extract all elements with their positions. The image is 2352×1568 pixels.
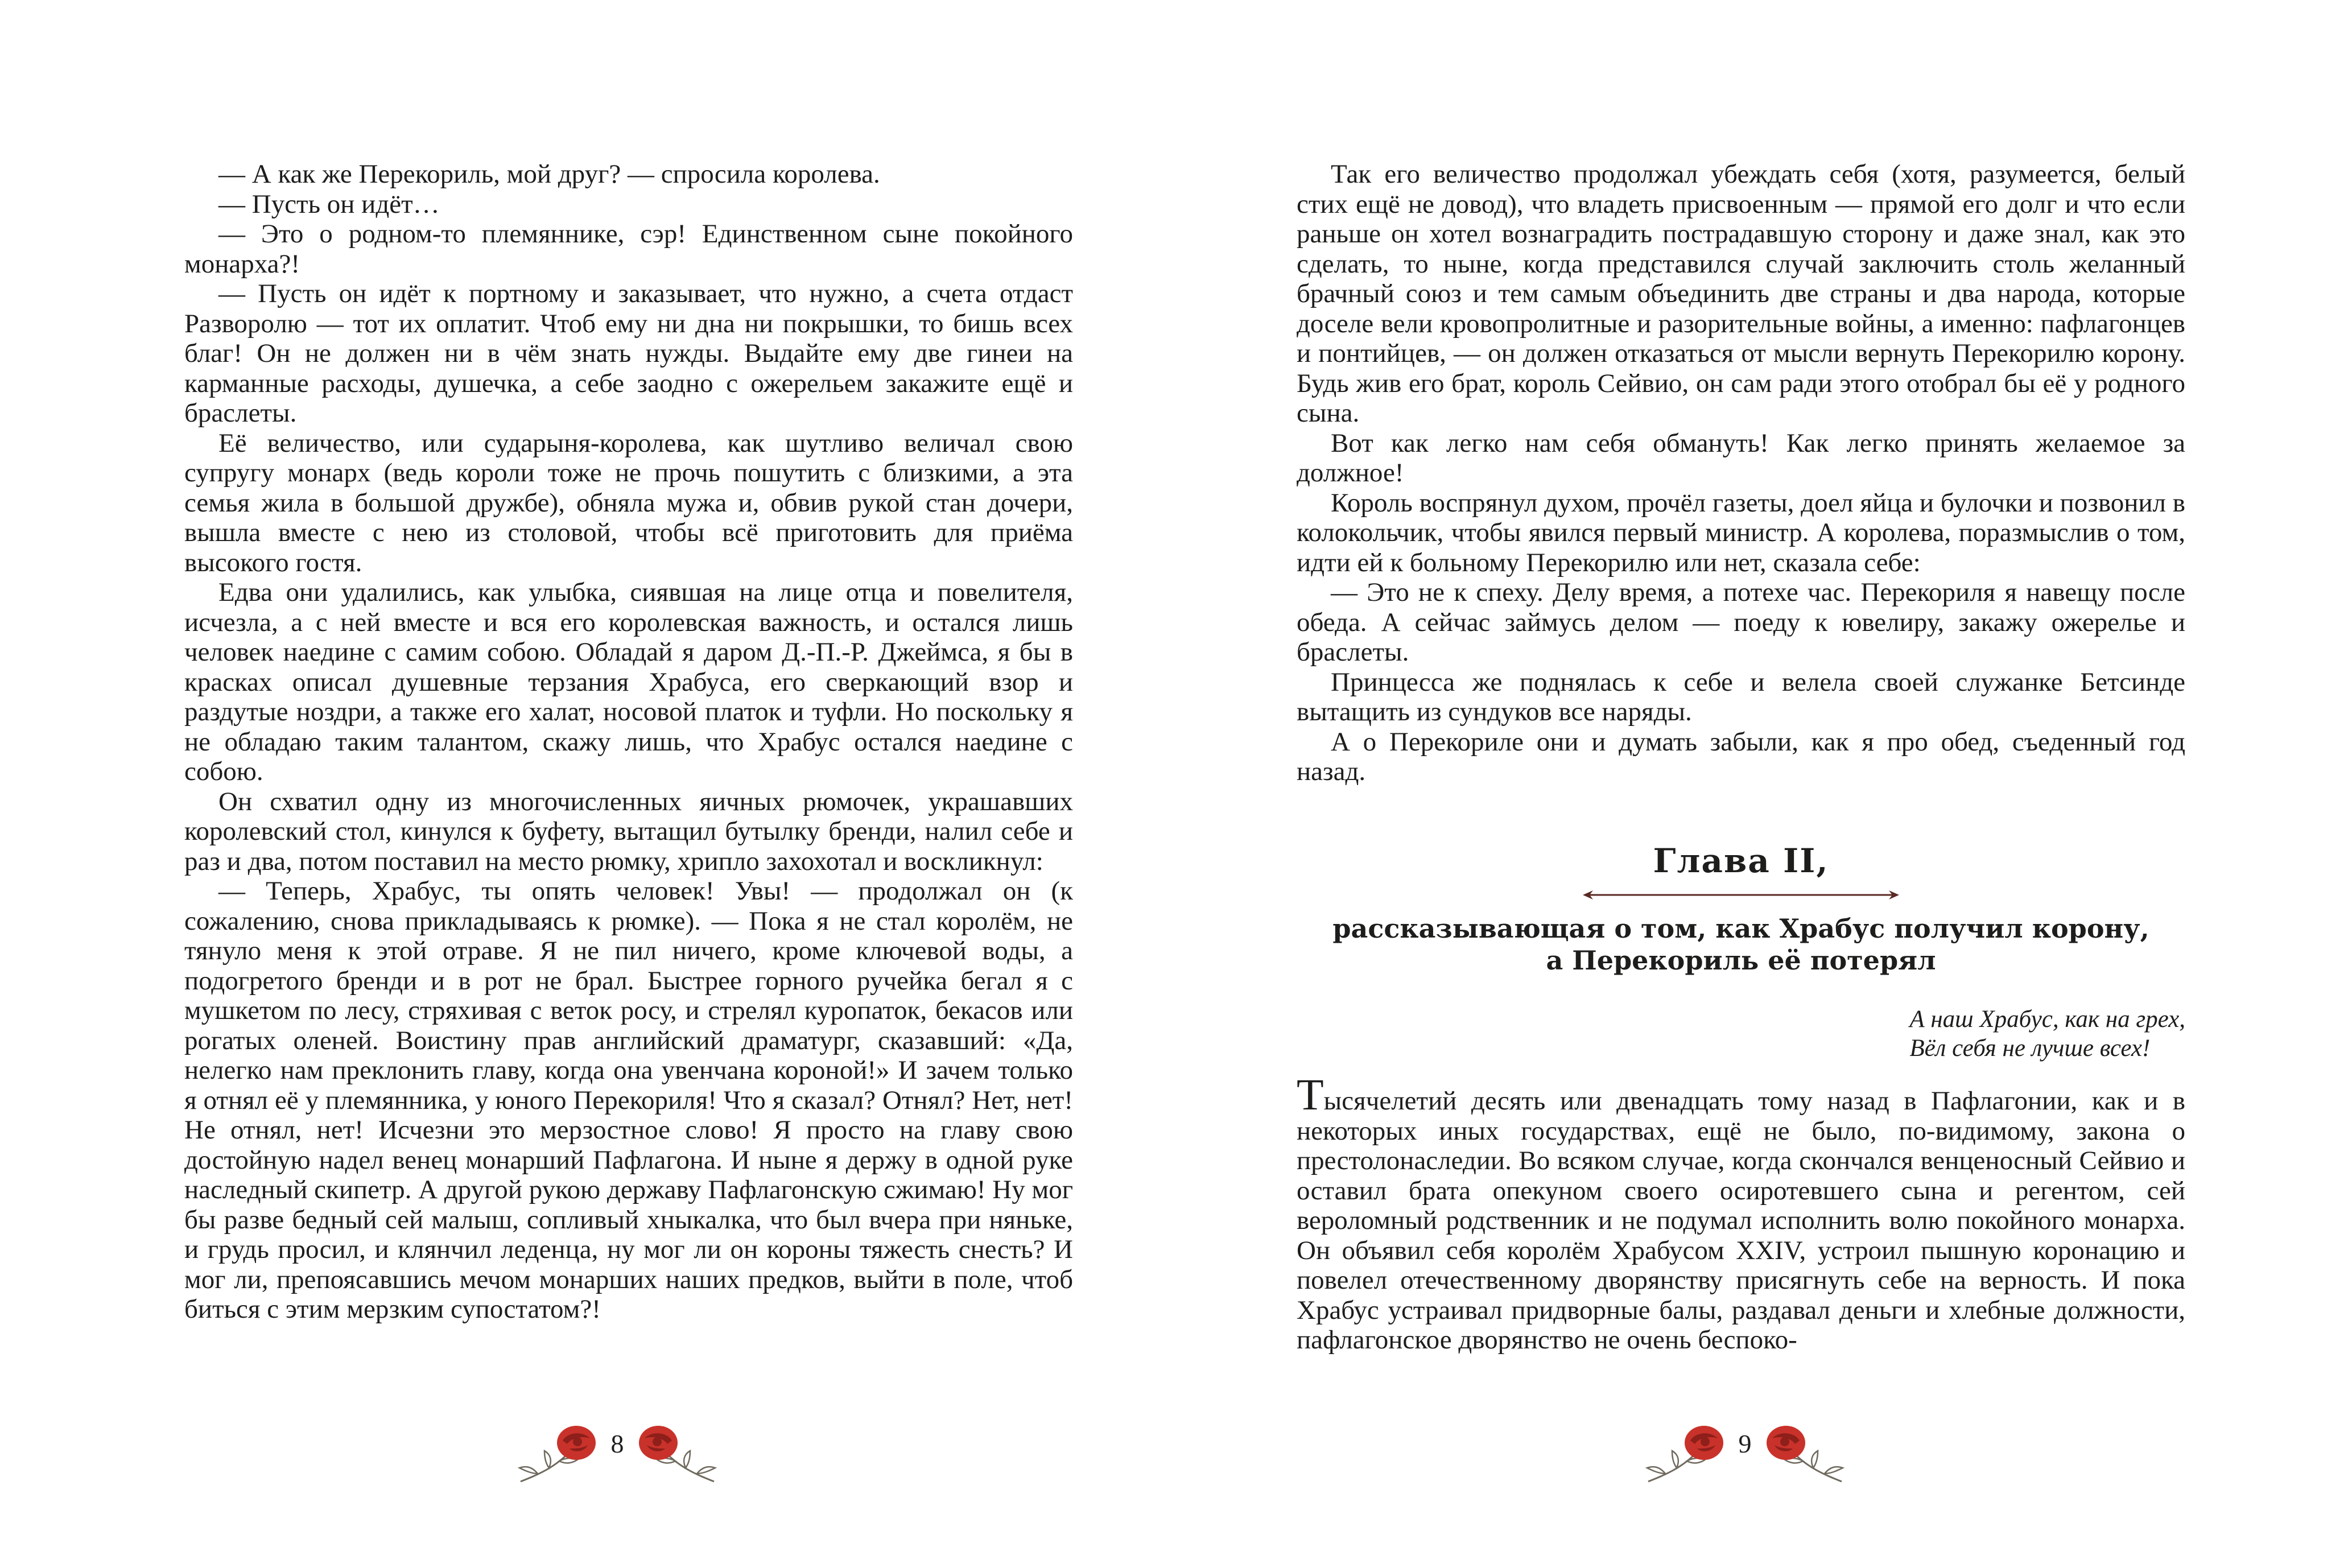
paragraph: — Это не к спеху. Делу время, а потехе час. Перекориля я навещу после обеда. А сейчас займусь делом — поеду к ювелиру, закажу ожерелье и браслеты. — [1297, 577, 2185, 667]
chapter-first-paragraph — [1297, 1070, 2185, 1355]
paragraph: Он схватил одну из многочисленных яичных рюмочек, украшавших королевский стол, кинулся к буфету, вытащил бутылку бренди, налил себе и раз и два, потом поставил на место рюмку, хрипло захохотал и воскликнул: — [184, 786, 1073, 876]
paragraph: Король воспрянул духом, прочёл газеты, доел яйца и булочки и позвонил в колокольчик, чтобы явился первый министр. А королева, поразмыслив о том, идти ей к больному Перекорилю или нет, сказала себе: — [1297, 488, 2185, 577]
chapter-rule-ornament — [1582, 889, 1900, 901]
epigraph-line: А наш Храбус, как на грех, — [1909, 1006, 2185, 1033]
page-footer — [1643, 1418, 1847, 1486]
paragraph: — Это о родном-то племяннике, сэр! Единственном сыне покойного монарха?! — [184, 219, 1073, 279]
rose-ornament-icon — [1762, 1418, 1847, 1486]
page-footer — [515, 1418, 720, 1486]
right-page — [1176, 0, 2352, 1568]
paragraph: Вот как легко нам себя обмануть! Как легко принять желаемое за должное! — [1297, 428, 2185, 488]
paragraph: — Пусть он идёт… — [218, 189, 440, 219]
drop-cap: Т — [1297, 1070, 1324, 1119]
chapter-subtitle-line-1: рассказывающая о том, как Храбус получил корону, — [1332, 913, 2149, 944]
chapter-subtitle-line-2: а Перекориль её потерял — [1546, 945, 1936, 976]
epigraph — [1909, 1005, 2185, 1063]
left-page-text — [184, 159, 1073, 1324]
paragraph: — Теперь, Храбус, ты опять человек! Увы! — продолжал он (к сожалению, снова прикладываясь к рюмке). — Пока я не стал королём, не тянуло меня к этой отраве. Я не пил ничего, кроме ключевой воды, а подогретого бренди и в рот не брал. Быстрее горного ручейка бегал я с мушкетом по лесу, стряхивая с веток росу, и стрелял куропаток, бекасов или рогатых оленей. Воистину прав английский драматург, сказавший: «Да, нелегко нам преклонить главу, когда она увенчана короной!» И зачем только я отнял её у племянника, у юного Перекориля! Что я сказал? Отнял? Нет, нет! Не отнял, нет! Исчезни это мерзостное слово! Я просто на главу свою достойную надел венец монарший Пафлагона. И ныне я держу в одной руке наследный скипетр. А другой рукою державу Пафлагонскую сжимаю! Ну мог бы разве бедный сей малыш, сопливый хныкалка, что был вчера при няньке, и грудь просил, и клянчил леденца, ну мог ли он короны тяжесть снесть? И мог ли, препоясавшись мечом монарших наших предков, выйти в поле, чтоб биться с этим мерзким супостатом?! — [184, 876, 1073, 1324]
chapter-first-paragraph-text: ысячелетий десять или двенадцать тому назад в Пафлагонии, как и в некоторых иных государствах, ещё не было, по-видимому, закона о престолонаследии. Во всяком случае, когда скончался венценосный Сейвио и оставил брата опекуном своего осиротевшего сына и регентом, сей вероломный родственник и не подумал исполнить волю покойного монарха. Он объявил себя королём Храбусом XXIV, устроил пышную коронацию и повелел отечественному дворянству присягнуть себе на верность. И пока Храбус устраивал придворные балы, раздавал деньги и хлебные должности, пафлагонское дворянство не очень беспоко- — [1297, 1086, 2185, 1355]
epigraph-line: Вёл себя не лучше всех! — [1909, 1035, 2151, 1062]
right-page-text — [1297, 159, 2185, 787]
paragraph: А о Перекориле они и думать забыли, как я про обед, съеденный год назад. — [1297, 727, 2185, 786]
paragraph: Её величество, или сударыня-королева, как шутливо величал свою супругу монарх (ведь короли тоже не прочь пошутить с близкими, а эта семья жила в большой дружбе), обняла мужа и, обвив рукой стан дочери, вышла вместе с нею из столовой, чтобы всё приготовить для приёма высокого гостя. — [184, 428, 1073, 577]
page-number: 9 — [1738, 1429, 1752, 1458]
paragraph: Принцесса же поднялась к себе и велела своей служанке Бетсинде вытащить из сундуков все наряды. — [1297, 667, 2185, 727]
chapter-heading — [1297, 841, 2185, 976]
paragraph: — Пусть он идёт к портному и заказывает, что нужно, а счета отдаст Разворолю — тот их оплатит. Чтоб ему ни дна ни покрышки, то бишь всех благ! Он не должен ни в чём знать нужды. Выдайте ему две гинеи на карманные расходы, душечка, а себе заодно с ожерельем закажите ещё и браслеты. — [184, 279, 1073, 428]
chapter-text — [1297, 1070, 2185, 1355]
paragraph: Едва они удалились, как улыбка, сиявшая на лице отца и повелителя, исчезла, а с ней вместе и вся его королевская важность, и остался лишь человек наедине с самим собою. Обладай я даром Д.-П.-Р. Джеймса, я бы в красках описал душевные терзания Храбуса, его сверкающий взор и раздутые ноздри, а также его халат, носовой платок и туфли. Но поскольку я не обладаю таким талантом, скажу лишь, что Храбус остался наедине с собою. — [184, 577, 1073, 786]
chapter-title: Глава II, — [1653, 841, 1829, 880]
page-number: 8 — [610, 1429, 624, 1458]
paragraph: — А как же Перекориль, мой друг? — спросила королева. — [218, 159, 880, 189]
paragraph: Так его величество продолжал убеждать себя (хотя, разумеется, белый стих ещё не довод), что владеть присвоенным — прямой его долг и что если раньше он хотел вознаградить пострадавшую сторону и даже знал, как это сделать, то ныне, когда представился случай заключить столь желанный брачный союз и тем самым объединить две страны и два народа, которые доселе вели кровопролитные и разорительные войны, а именно: пафлагонцев и понтийцев, — он должен отказаться от мысли вернуть Перекорилю корону. Будь жив его брат, король Сейвио, он сам ради этого отобрал бы её у родного сына. — [1297, 159, 2185, 428]
rose-ornament-icon — [634, 1418, 720, 1486]
